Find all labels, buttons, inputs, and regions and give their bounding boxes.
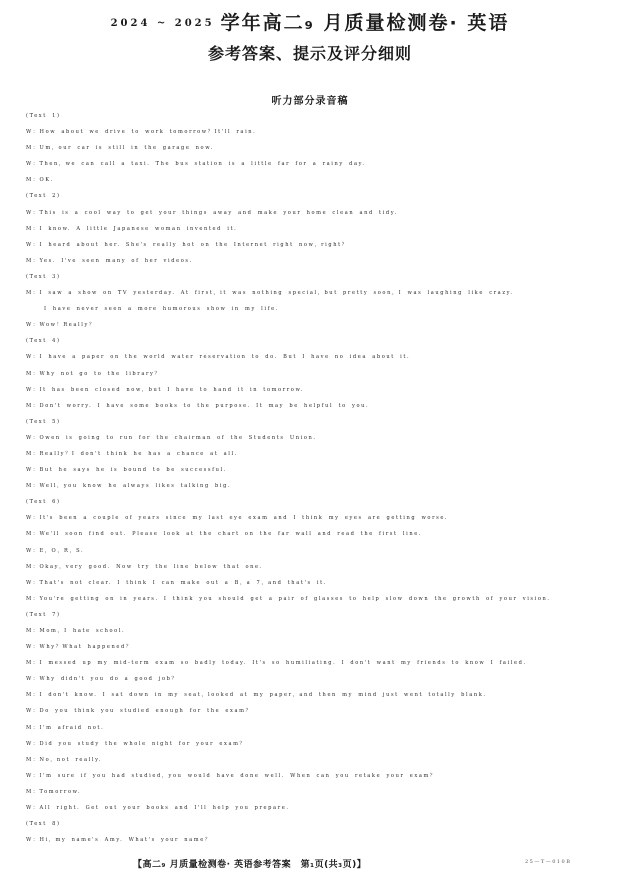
text-section-label: (Text 7) bbox=[26, 611, 61, 618]
transcript-line: M：Tomorrow. bbox=[26, 788, 82, 795]
text-section-label: (Text 5) bbox=[26, 418, 61, 425]
text-section-label: (Text 2) bbox=[26, 193, 61, 200]
transcript-line: M：Really？I don't think he has a chance at all. bbox=[26, 450, 238, 457]
transcript-line: M：Why not go to the library？ bbox=[26, 370, 162, 377]
transcript-line: M：Okay，very good. Now try the line below that one. bbox=[26, 563, 263, 570]
school-year: 2024 ~ 2025 bbox=[110, 18, 215, 29]
transcript-line: W：It has been closed now，but I have to hand it in tomorrow. bbox=[26, 386, 305, 393]
transcript-line: W：Do you think you studied enough for the exam？ bbox=[26, 708, 253, 715]
transcript-line: M：I'm afraid not. bbox=[26, 724, 105, 731]
section-title: 听力部分录音稿 bbox=[271, 96, 349, 107]
transcript-line: W：Why？What happened？ bbox=[26, 644, 133, 651]
document-header bbox=[0, 8, 620, 64]
transcript-line: W：Hi，my name's Amy. What's your name？ bbox=[26, 837, 212, 844]
transcript-line: W：Then，we can call a taxi. The bus station is a little far for a rainy day. bbox=[26, 161, 366, 168]
text-section-label: (Text 6) bbox=[26, 499, 61, 506]
transcript-line: W：This is a cool way to get your things away and make your home clean and tidy. bbox=[26, 209, 398, 216]
transcript-line: M：OK. bbox=[26, 177, 54, 184]
transcript-line: M：I messed up my mid-term exam so badly today. It's so humiliating. I don't want my friends to know I failed. bbox=[26, 660, 527, 667]
transcript-line: W：I heard about her. She's really hot on the Internet right now，right？ bbox=[26, 241, 349, 248]
text-section-label: (Text 8) bbox=[26, 821, 61, 828]
transcript-line: M：You're getting on in years. I think you should get a pair of glasses to help slow down the growth of your vision. bbox=[26, 595, 551, 602]
transcript-line: W：All right. Get out your books and I'll help you prepare. bbox=[26, 805, 290, 812]
footer-text: 【高二₉ 月质量检测卷· 英语参考答案 第₁页(共₃页)】 bbox=[133, 860, 367, 870]
transcript-line: W：Owen is going to run for the chairman of the Students Union. bbox=[26, 434, 317, 441]
document-subtitle: 参考答案、提示及评分细则 bbox=[207, 44, 412, 63]
transcript-line: W：How about we drive to work tomorrow？It'll rain. bbox=[26, 129, 257, 136]
transcript bbox=[26, 108, 601, 848]
transcript-line: W：But he says he is bound to be successful. bbox=[26, 467, 227, 474]
transcript-line: W：I have a paper on the world water reservation to do. But I have no idea about it. bbox=[26, 354, 411, 361]
transcript-line: M：I saw a show on TV yesterday. At first，it was nothing special，but pretty soon，I was laughing like crazy. bbox=[26, 290, 514, 297]
transcript-line: W：That's not clear. I think I can make out a B，a 7，and that's it. bbox=[26, 579, 328, 586]
transcript-line: M：No，not really. bbox=[26, 756, 103, 763]
transcript-line: W：It's been a couple of years since my last eye exam and I think my eyes are getting worse. bbox=[26, 515, 449, 522]
footer-code: 25—T—010B bbox=[525, 859, 572, 865]
text-section-label: (Text 3) bbox=[26, 273, 61, 280]
transcript-line: M：Don't worry. I have some books to the purpose. It may be helpful to you. bbox=[26, 402, 370, 409]
transcript-line: W：E，O，R，S. bbox=[26, 547, 85, 554]
transcript-line: W：Did you study the whole night for your exam？ bbox=[26, 740, 247, 747]
transcript-line: W：I'm sure if you had studied，you would have done well. When can you retake your exam？ bbox=[26, 772, 437, 779]
exam-title: 学年高二₉ 月质量检测卷· 英语 bbox=[220, 12, 510, 34]
text-section-label: (Text 1) bbox=[26, 113, 61, 119]
transcript-line: M：Um，our car is still in the garage now. bbox=[26, 145, 214, 152]
transcript-line: M：We'll soon find out. Please look at the chart on the far wall and read the first line. bbox=[26, 531, 423, 538]
transcript-line: M：Yes. I've seen many of her videos. bbox=[26, 257, 193, 264]
transcript-line: I have never seen a more humorous show in my life. bbox=[44, 306, 279, 313]
text-section-label: (Text 4) bbox=[26, 338, 61, 345]
transcript-line: M：Mom，I hate school. bbox=[26, 628, 126, 634]
document-title bbox=[0, 8, 620, 35]
transcript-line: M：Well，you know he always likes talking big. bbox=[26, 483, 232, 490]
transcript-line: M：I know. A little Japanese woman invented it. bbox=[26, 225, 238, 232]
transcript-line: W：Wow！Really？ bbox=[26, 322, 96, 329]
transcript-line: W：Why didn't you do a good job？ bbox=[26, 676, 179, 683]
transcript-line: M：I don't know. I sat down in my seat，looked at my paper，and then my mind just went totally blank. bbox=[26, 692, 487, 699]
page-footer bbox=[0, 857, 620, 869]
